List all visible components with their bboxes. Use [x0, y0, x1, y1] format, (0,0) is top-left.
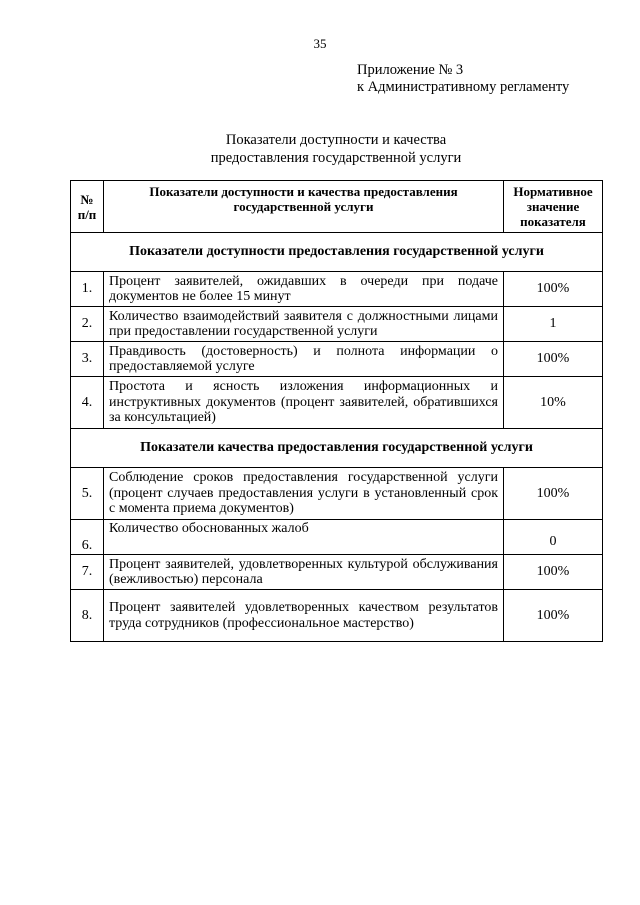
row-value: 100% — [504, 555, 603, 590]
page-number: 35 — [313, 36, 327, 51]
row-text: Процент заявителей, удовлетворенных культурой обслуживания (вежливостью) персонала — [104, 555, 504, 590]
table-row — [71, 377, 603, 429]
header-num: № п/п — [71, 181, 104, 233]
row-text: Количество обоснованных жалоб — [104, 520, 504, 555]
row-num: 5. — [71, 468, 104, 520]
table-header-row — [71, 181, 603, 233]
title-line-1: Показатели доступности и качества — [225, 132, 447, 148]
header-value: Нормативное значение показателя — [504, 181, 603, 233]
table-row — [71, 342, 603, 377]
row-num: 1. — [71, 272, 104, 307]
row-text: Процент заявителей, ожидавших в очереди при подаче документов не более 15 минут — [104, 272, 504, 307]
row-text: Соблюдение сроков предоставления государственной услуги (процент случаев предоставления услуги в установленный срок с момента приема документов) — [104, 468, 504, 520]
row-text: Простота и ясность изложения информационных и инструктивных документов (процент заявителей, обратившихся за консультацией) — [104, 377, 504, 429]
table-row — [71, 590, 603, 642]
row-num: 3. — [71, 342, 104, 377]
document-title — [0, 131, 640, 167]
row-num: 6. — [71, 520, 104, 555]
row-text: Количество взаимодействий заявителя с должностными лицами при предоставлении государственной услуги — [104, 307, 504, 342]
section-row — [71, 429, 603, 468]
appendix-line-1: Приложение № 3 — [357, 62, 464, 78]
appendix-line-2: к Административному регламенту — [357, 79, 570, 95]
appendix-header — [357, 62, 569, 96]
row-value: 10% — [504, 377, 603, 429]
row-value: 0 — [504, 520, 603, 555]
table-row — [71, 307, 603, 342]
section-title-accessibility: Показатели доступности предоставления государственной услуги — [71, 233, 603, 272]
indicators-table — [70, 180, 603, 642]
row-num: 2. — [71, 307, 104, 342]
row-text: Процент заявителей удовлетворенных качеством результатов труда сотрудников (профессиональное мастерство) — [104, 590, 504, 642]
row-value: 1 — [504, 307, 603, 342]
section-title-quality: Показатели качества предоставления государственной услуги — [71, 429, 603, 468]
section-row — [71, 233, 603, 272]
title-line-2: предоставления государственной услуги — [210, 150, 462, 166]
row-text: Правдивость (достоверность) и полнота информации о предоставляемой услуге — [104, 342, 504, 377]
table-row — [71, 555, 603, 590]
table-row — [71, 468, 603, 520]
row-num: 7. — [71, 555, 104, 590]
row-value: 100% — [504, 342, 603, 377]
row-num: 8. — [71, 590, 104, 642]
table-row — [71, 520, 603, 555]
row-num: 4. — [71, 377, 104, 429]
row-value: 100% — [504, 590, 603, 642]
header-indicator: Показатели доступности и качества предоставления государственной услуги — [104, 181, 504, 233]
row-value: 100% — [504, 468, 603, 520]
row-value: 100% — [504, 272, 603, 307]
table-row — [71, 272, 603, 307]
